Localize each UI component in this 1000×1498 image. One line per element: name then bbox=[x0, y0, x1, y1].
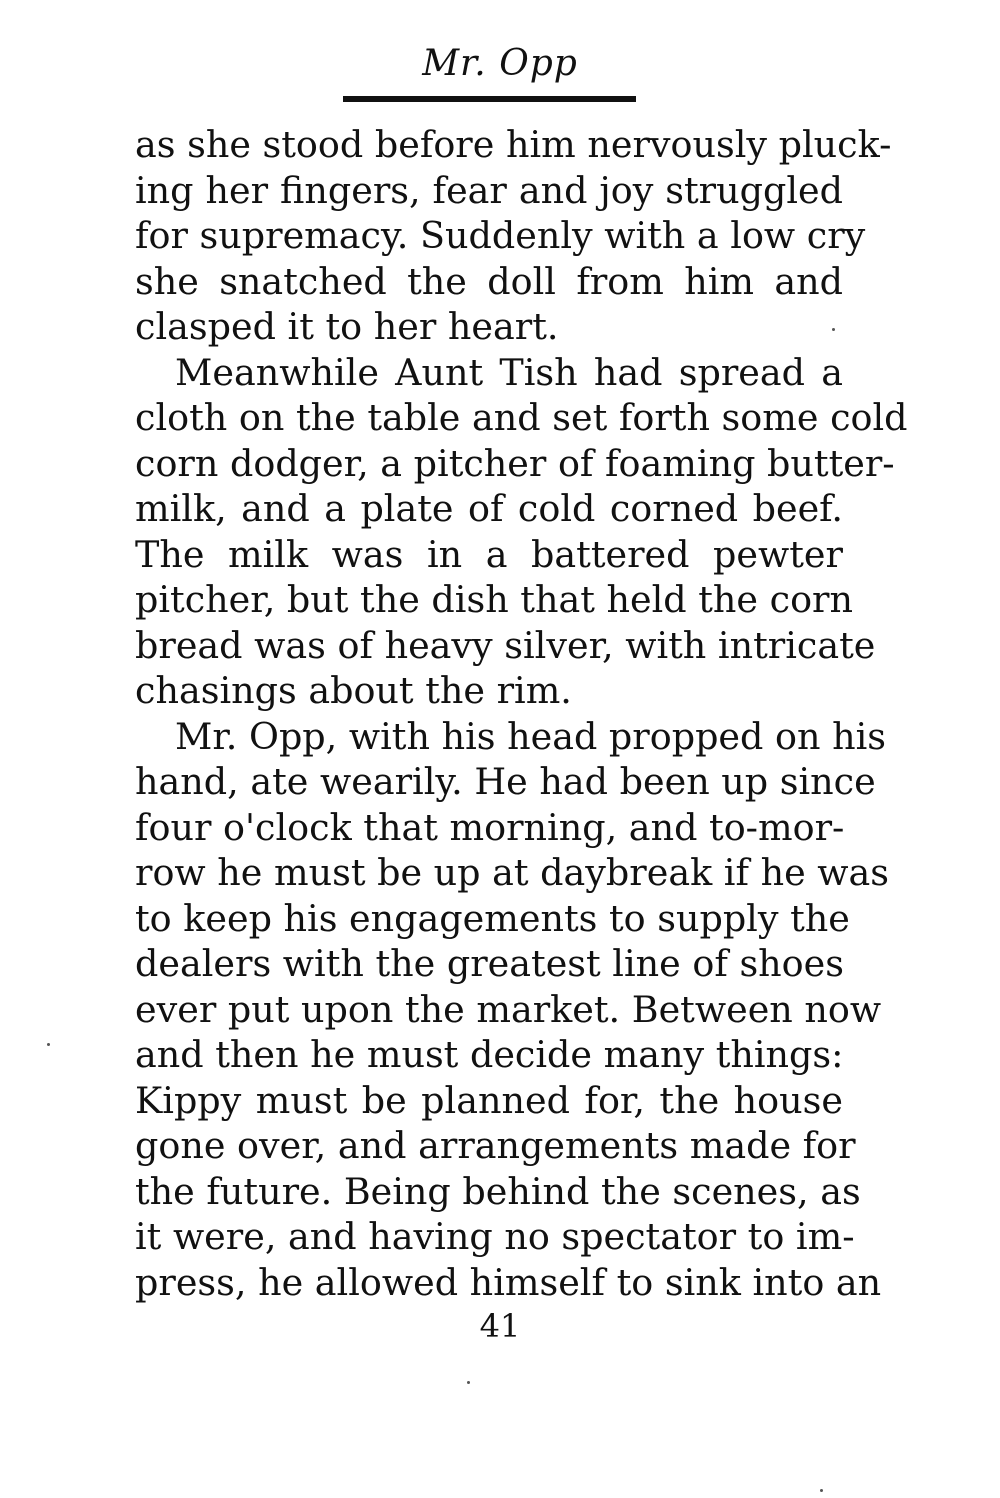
body-text bbox=[135, 122, 908, 1305]
text-line: clasped it to her heart. bbox=[135, 305, 559, 348]
text-line: Meanwhile Aunt Tish had spread a bbox=[175, 350, 843, 394]
text-line: gone over, and arrangements made for bbox=[135, 1124, 856, 1167]
text-line: milk, and a plate of cold corned beef. bbox=[135, 487, 843, 530]
text-line: for supremacy. Suddenly with a low cry bbox=[135, 214, 866, 257]
text-line: Mr. Opp, with his head propped on his bbox=[175, 714, 887, 758]
print-speck bbox=[832, 328, 835, 331]
text-line: cloth on the table and set forth some cold bbox=[135, 396, 908, 439]
text-line: ing her fingers, fear and joy struggled bbox=[135, 168, 843, 212]
text-line: the future. Being behind the scenes, as bbox=[135, 1169, 861, 1213]
text-line: ever put upon the market. Between now bbox=[135, 987, 882, 1031]
text-line: Kippy must be planned for, the house bbox=[135, 1078, 843, 1122]
print-speck bbox=[467, 1381, 470, 1384]
header-rule bbox=[343, 96, 636, 102]
text-line: corn dodger, a pitcher of foaming butter- bbox=[135, 441, 895, 485]
print-speck bbox=[47, 1043, 50, 1046]
text-line: bread was of heavy silver, with intricate bbox=[135, 623, 876, 667]
text-line: press, he allowed himself to sink into an bbox=[135, 1260, 882, 1304]
text-line: The milk was in a battered pewter bbox=[135, 532, 843, 576]
text-line: it were, and having no spectator to im- bbox=[135, 1215, 855, 1258]
text-line: dealers with the greatest line of shoes bbox=[135, 942, 844, 985]
text-line: to keep his engagements to supply the bbox=[135, 896, 850, 940]
page-number: 41 bbox=[479, 1307, 521, 1345]
text-line: chasings about the rim. bbox=[135, 669, 572, 712]
print-speck bbox=[820, 1489, 823, 1492]
text-line: and then he must decide many things: bbox=[135, 1033, 844, 1076]
text-line: pitcher, but the dish that held the corn bbox=[135, 578, 854, 621]
text-line: hand, ate wearily. He had been up since bbox=[135, 760, 876, 803]
text-line: she snatched the doll from him and bbox=[135, 259, 843, 303]
text-line: as she stood before him nervously pluck- bbox=[135, 123, 892, 166]
text-line: four o'clock that morning, and to-mor- bbox=[135, 805, 845, 849]
running-head: Mr. Opp bbox=[422, 43, 578, 84]
text-line: row he must be up at daybreak if he was bbox=[135, 851, 890, 894]
